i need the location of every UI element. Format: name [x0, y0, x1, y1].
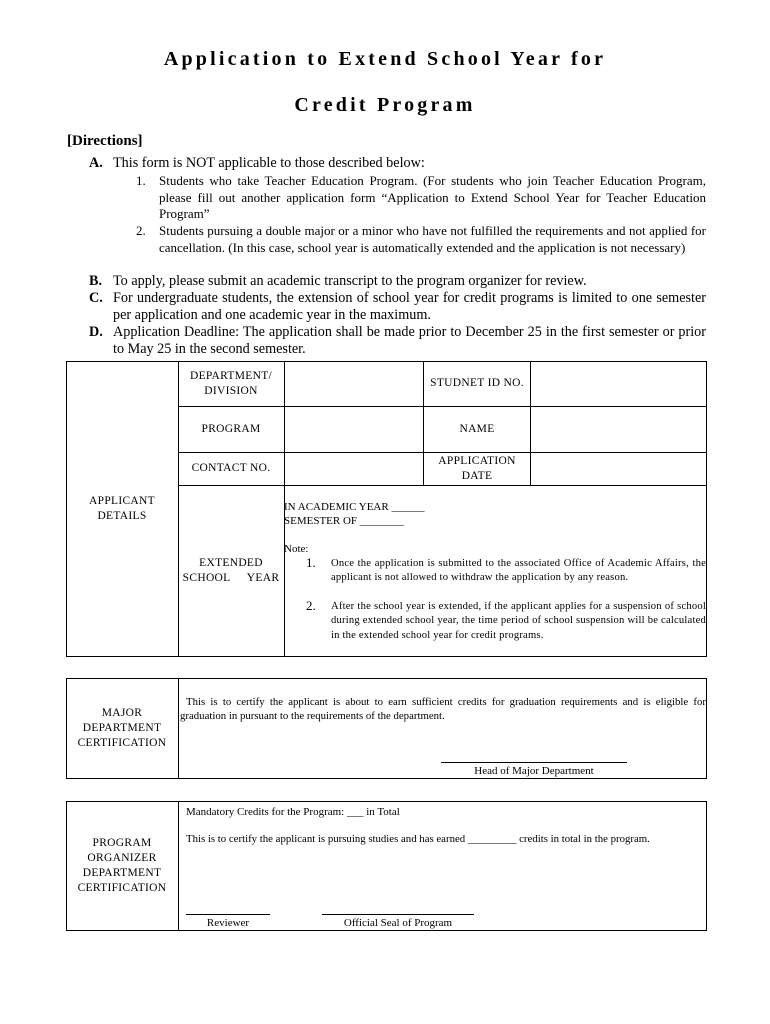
program-label: PROGRAM — [201, 422, 261, 435]
form-title-line-1: Application to Extend School Year for — [163, 48, 607, 70]
direction-letter: C. — [89, 290, 103, 306]
sub-item-text: Students who take Teacher Education Program. (For students who join Teacher Education Program, please fill out another application form “Application to Extend School Year for Teacher Education Program” — [159, 173, 706, 221]
direction-sub-item-1 — [136, 173, 706, 223]
major-certification-text: This is to certify the applicant is about to earn sufficient credits for graduation requirements and is eligible for graduation in pursuant to the requirements of the department. — [180, 696, 706, 722]
reviewer-signature-line[interactable] — [186, 914, 270, 915]
direction-item-d — [89, 324, 706, 358]
name-field[interactable] — [531, 407, 706, 452]
program-certification-label: PROGRAM ORGANIZER DEPARTMENT CERTIFICATION — [77, 837, 167, 894]
note-item-1 — [288, 557, 706, 586]
direction-letter: A. — [89, 155, 103, 171]
application-date-label: APPLICATION DATE — [438, 454, 516, 482]
table-divider — [178, 678, 179, 779]
direction-text: This form is NOT applicable to those described below: — [113, 155, 425, 171]
direction-text: Application Deadline: The application shall be made prior to December 25 in the first semester or prior to May 25 in the second semester. — [113, 324, 706, 357]
name-label: NAME — [459, 422, 495, 435]
direction-letter: B. — [89, 273, 103, 289]
direction-sub-item-2 — [136, 223, 706, 256]
extended-school-year-label: EXTENDED SCHOOL YEAR — [182, 557, 280, 584]
direction-item-a — [89, 155, 706, 172]
sub-item-text: Students pursuing a double major or a minor who have not fulfilled the requirements and not applied for cancellation. (In this case, school year is automatically extended and the application is not necessary) — [159, 223, 706, 255]
direction-item-c — [89, 290, 706, 324]
program-certification-text: This is to certify the applicant is pursuing studies and has earned _________ credits in total in the program. — [186, 833, 650, 845]
official-seal-line[interactable] — [322, 914, 474, 915]
direction-text: For undergraduate students, the extension of school year for credit programs is limited to one semester per application and one academic year in the maximum. — [113, 290, 706, 323]
student-id-field[interactable] — [531, 362, 706, 406]
semester-field[interactable]: SEMESTER OF ________ — [284, 515, 404, 527]
direction-letter: D. — [89, 324, 103, 340]
department-field[interactable] — [285, 362, 423, 406]
academic-year-field[interactable]: IN ACADEMIC YEAR ______ — [284, 501, 425, 513]
contact-label: CONTACT NO. — [191, 462, 271, 474]
directions-heading: [Directions] — [67, 133, 143, 149]
contact-field[interactable] — [285, 453, 423, 485]
department-label: DEPARTMENT/ DIVISION — [189, 369, 273, 397]
note-text: Once the application is submitted to the associated Office of Academic Affairs, the applicant is not allowed to withdraw the application by any reason. — [331, 558, 706, 584]
form-title-line-2: Credit Program — [294, 94, 476, 116]
major-certification-label: MAJOR DEPARTMENT CERTIFICATION — [77, 707, 167, 749]
student-id-label: STUDNET ID NO. — [430, 377, 524, 389]
official-seal-label: Official Seal of Program — [343, 917, 453, 929]
head-signature-line[interactable] — [441, 762, 627, 763]
applicant-details-label: APPLICANT DETAILS — [89, 495, 155, 522]
sub-item-number: 1. — [136, 173, 146, 188]
note-label: Note: — [284, 543, 309, 555]
program-field[interactable] — [285, 407, 423, 452]
sub-item-number: 2. — [136, 223, 146, 238]
application-date-field[interactable] — [531, 453, 706, 485]
head-signature-label: Head of Major Department — [474, 765, 594, 777]
direction-item-b — [89, 273, 706, 290]
note-number: 2. — [306, 598, 316, 613]
table-divider — [178, 801, 179, 931]
direction-text: To apply, please submit an academic transcript to the program organizer for review. — [113, 273, 587, 289]
note-text: After the school year is extended, if the applicant applies for a suspension of school during extended school year, the time period of school suspension will be calculated in the extended school year for credit programs. — [331, 601, 706, 641]
reviewer-label: Reviewer — [206, 917, 250, 929]
note-number: 1. — [306, 555, 316, 570]
mandatory-credits-field[interactable]: Mandatory Credits for the Program: ___ in Total — [186, 806, 400, 818]
note-item-2 — [288, 600, 706, 643]
